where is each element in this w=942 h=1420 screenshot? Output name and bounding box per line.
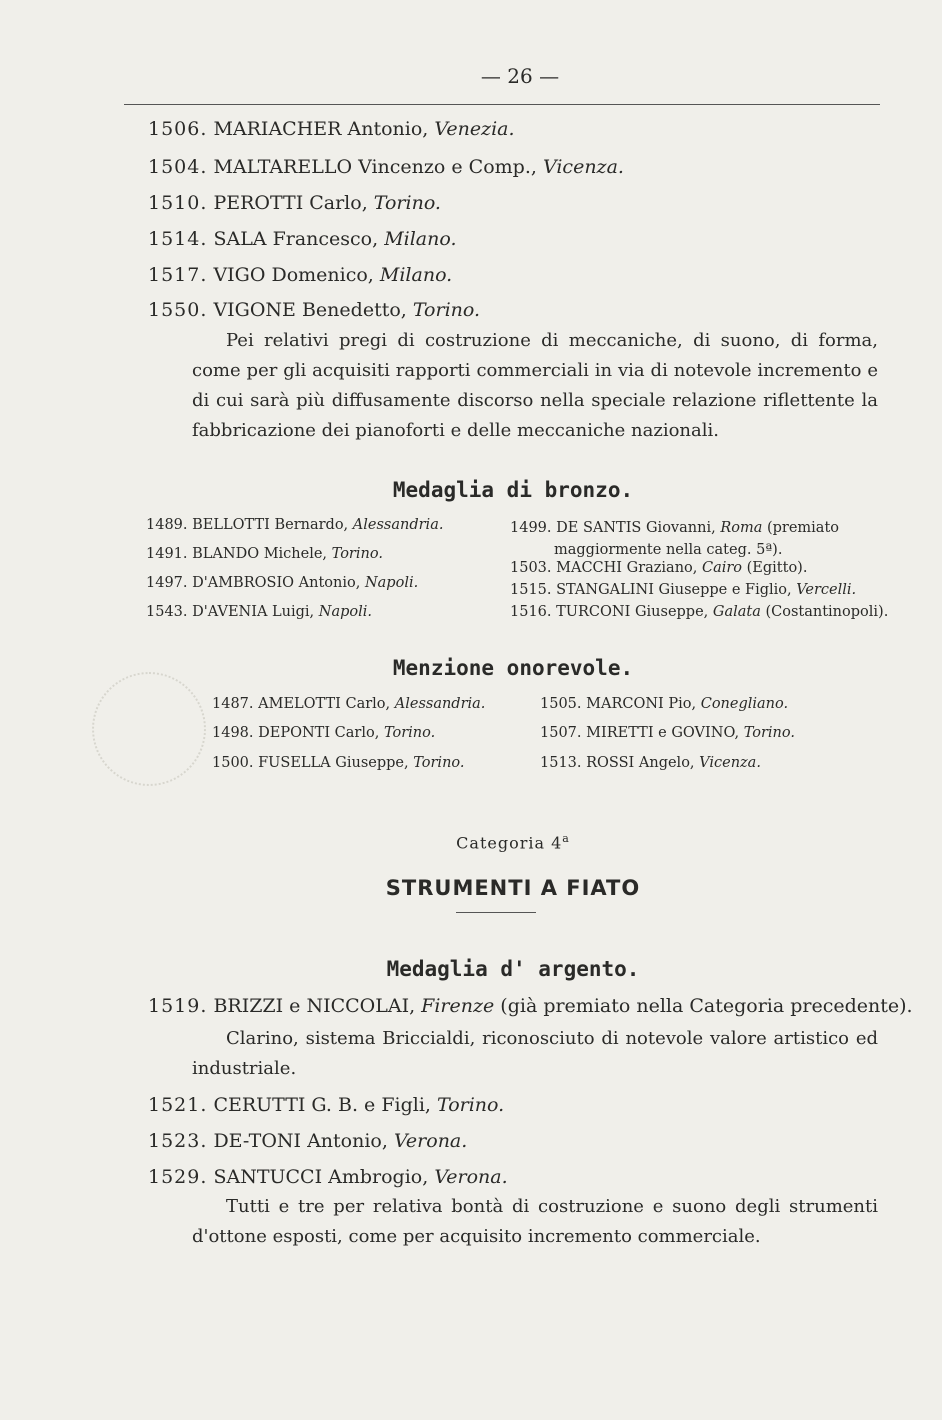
entry-number: 1506. xyxy=(148,118,208,140)
entry-name: CERUTTI G. B. e Figli, xyxy=(213,1094,431,1116)
entry-number: 1514. xyxy=(148,228,208,250)
entry-number: 1499. xyxy=(510,520,552,536)
entry-place: Verona. xyxy=(393,1130,468,1152)
entry-number: 1505. xyxy=(540,696,582,712)
heading-bronze-medal: Medaglia di bronzo. xyxy=(392,478,634,502)
entry-1517 xyxy=(148,264,452,286)
entry-number: 1503. xyxy=(510,560,552,576)
entry-place: Torino. xyxy=(412,299,481,321)
bronze-entry-1491 xyxy=(146,546,383,562)
entry-1550 xyxy=(148,299,480,321)
entry-name: DE SANTIS Giovanni, xyxy=(556,520,716,536)
entry-number: 1497. xyxy=(146,575,188,591)
category-text: Categoria 4 xyxy=(456,833,563,853)
entry-place: Vicenza. xyxy=(542,156,624,178)
entry-number: 1504. xyxy=(148,156,208,178)
category-superscript: a xyxy=(562,832,570,845)
entry-name: MARIACHER Antonio, xyxy=(213,118,429,140)
heading-silver-medal: Medaglia d' argento. xyxy=(386,957,640,981)
entry-name: TURCONI Giuseppe, xyxy=(556,604,709,620)
entry-name: MACCHI Graziano, xyxy=(556,560,698,576)
entry-number: 1491. xyxy=(146,546,188,562)
entry-place: Venezia. xyxy=(434,118,515,140)
clarino-paragraph: Clarino, sistema Briccialdi, riconosciuto di notevole valore artistico ed industriale. xyxy=(192,1028,878,1079)
entry-name: FUSELLA Giuseppe, xyxy=(258,755,409,771)
entry-name: SALA Francesco, xyxy=(213,228,379,250)
entry-number: 1519. xyxy=(148,995,208,1017)
entry-name: BRIZZI e NICCOLAI, xyxy=(213,995,416,1017)
honorable-entry-1498 xyxy=(212,725,435,741)
entry-note-continued: maggiormente nella categ. 5ª). xyxy=(554,542,783,558)
section-title: STRUMENTI A FIATO xyxy=(385,876,641,900)
entry-1521 xyxy=(148,1094,504,1116)
entry-place: Firenze xyxy=(421,995,495,1017)
entry-number: 1507. xyxy=(540,725,582,741)
entry-place: Torino. xyxy=(383,725,436,741)
entry-name: VIGONE Benedetto, xyxy=(213,299,407,321)
entry-name: AMELOTTI Carlo, xyxy=(258,696,391,712)
description-paragraph: Pei relativi pregi di costruzione di meccaniche, di suono, di forma, come per gli acquisiti rapporti commerciali in via di notevole incremento e di cui sarà più diffusamente discorso nella speciale relazione riflettente la fabbricazione dei pianoforti e delle meccaniche nazionali. xyxy=(192,330,878,441)
honorable-entry-1505 xyxy=(540,696,788,712)
bronze-entry-1543 xyxy=(146,604,372,620)
entry-number: 1516. xyxy=(510,604,552,620)
bronze-entry-1503 xyxy=(510,560,807,576)
entry-number: 1517. xyxy=(148,264,208,286)
entry-place: Vercelli. xyxy=(796,582,857,598)
entry-1523 xyxy=(148,1130,467,1152)
entry-place: Conegliano. xyxy=(700,696,789,712)
entry-name: D'AVENIA Luigi, xyxy=(192,604,315,620)
entry-place: Milano. xyxy=(384,228,457,250)
category-label xyxy=(148,832,878,852)
honorable-entry-1487 xyxy=(212,696,485,712)
entry-number: 1521. xyxy=(148,1094,208,1116)
bronze-entry-1515 xyxy=(510,582,856,598)
heading-honorable-mention: Menzione onorevole. xyxy=(392,656,634,680)
entry-name: D'AMBROSIO Antonio, xyxy=(192,575,361,591)
entry-1510 xyxy=(148,192,441,214)
section-rule xyxy=(456,912,536,913)
entry-note: (premiato xyxy=(766,520,840,536)
entry-number: 1498. xyxy=(212,725,254,741)
entry-place: Milano. xyxy=(379,264,453,286)
entry-place: Alessandria. xyxy=(352,517,444,533)
bronze-entry-1489 xyxy=(146,517,443,533)
entry-note: (già premiato nella Categoria precedente). xyxy=(500,995,913,1017)
entry-name: SANTUCCI Ambrogio, xyxy=(213,1166,429,1188)
entry-number: 1550. xyxy=(148,299,208,321)
entry-place: Cairo xyxy=(701,560,743,576)
entry-place: Torino. xyxy=(331,546,383,562)
entry-name: BELLOTTI Bernardo, xyxy=(192,517,349,533)
entry-place: Galata xyxy=(712,604,761,620)
entry-place: Torino. xyxy=(413,755,465,771)
entry-number: 1523. xyxy=(148,1130,208,1152)
entry-note: (Egitto). xyxy=(746,560,808,576)
entry-name: ROSSI Angelo, xyxy=(586,755,695,771)
entry-name: MIRETTI e GOVINO, xyxy=(586,725,740,741)
entry-1504 xyxy=(148,156,624,178)
header-rule xyxy=(124,104,880,105)
honorable-entry-1500 xyxy=(212,755,465,771)
entry-name: DE-TONI Antonio, xyxy=(213,1130,388,1152)
entry-number: 1489. xyxy=(146,517,188,533)
entry-note: (Costantinopoli). xyxy=(765,604,889,620)
entry-place: Torino. xyxy=(743,725,795,741)
entry-name: MALTARELLO Vincenzo e Comp., xyxy=(213,156,537,178)
entry-number: 1543. xyxy=(146,604,188,620)
entry-1529 xyxy=(148,1166,508,1188)
entry-name: VIGO Domenico, xyxy=(213,264,374,286)
page-number: — 26 — xyxy=(480,64,560,88)
honorable-entry-1513 xyxy=(540,755,761,771)
entry-number: 1515. xyxy=(510,582,552,598)
entry-place: Napoli. xyxy=(364,575,419,591)
brass-paragraph: Tutti e tre per relativa bontà di costruzione e suono degli strumenti d'ottone esposti, come per acquisito incremento commerciale. xyxy=(192,1196,878,1247)
entry-place: Torino. xyxy=(437,1094,505,1116)
entry-name: DEPONTI Carlo, xyxy=(258,725,380,741)
entry-number: 1500. xyxy=(212,755,254,771)
entry-place: Vicenza. xyxy=(699,755,761,771)
entry-name: PEROTTI Carlo, xyxy=(213,192,368,214)
entry-place: Napoli. xyxy=(318,604,373,620)
entry-name: BLANDO Michele, xyxy=(192,546,328,562)
honorable-entry-1507 xyxy=(540,725,795,741)
entry-place: Torino. xyxy=(373,192,441,214)
entry-number: 1529. xyxy=(148,1166,208,1188)
entry-number: 1510. xyxy=(148,192,208,214)
entry-1506 xyxy=(148,118,515,140)
bronze-entry-1499 xyxy=(510,517,839,561)
bronze-entry-1516 xyxy=(510,604,888,620)
entry-1514 xyxy=(148,228,457,250)
entry-number: 1487. xyxy=(212,696,254,712)
entry-place: Roma xyxy=(720,520,763,536)
entry-number: 1513. xyxy=(540,755,582,771)
faded-stamp xyxy=(92,672,206,786)
entry-1519 xyxy=(148,995,913,1017)
entry-place: Alessandria. xyxy=(394,696,486,712)
entry-name: STANGALINI Giuseppe e Figlio, xyxy=(556,582,792,598)
entry-name: MARCONI Pio, xyxy=(586,696,697,712)
bronze-entry-1497 xyxy=(146,575,418,591)
entry-place: Verona. xyxy=(434,1166,508,1188)
